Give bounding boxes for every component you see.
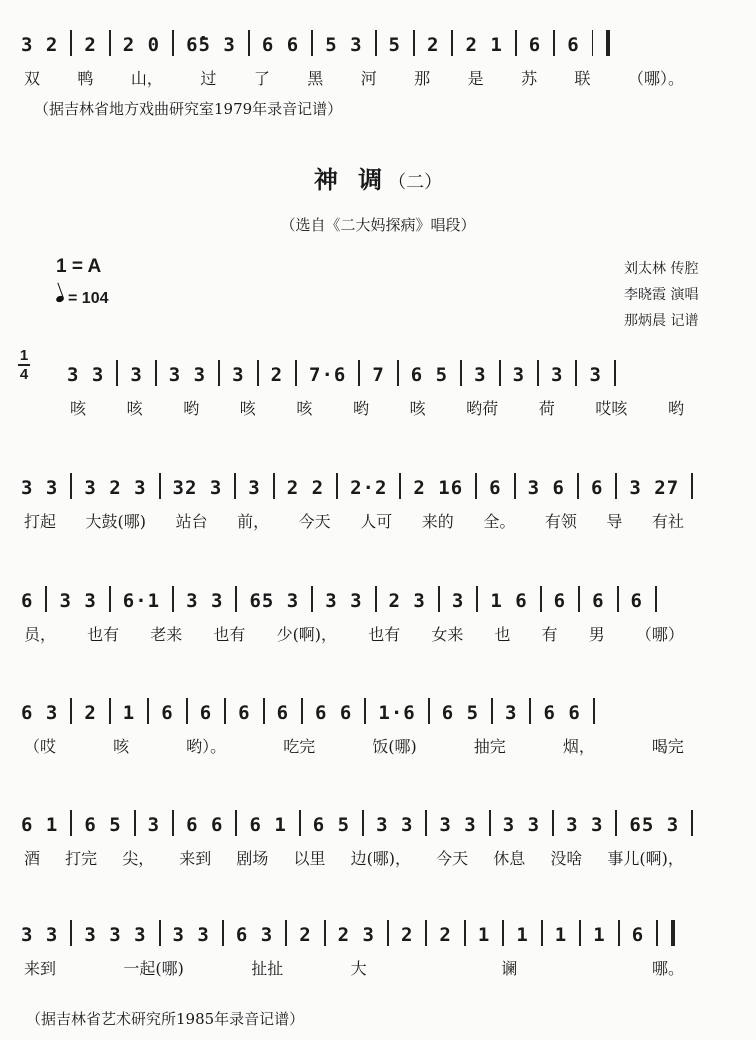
tempo-marking (56, 290, 108, 308)
lyric: 边(哪)， (350, 849, 412, 868)
note-group: 3 (130, 364, 143, 386)
barline (387, 920, 389, 946)
note-group: 6 (590, 477, 604, 499)
lyric: 咳 (239, 399, 256, 418)
barline (235, 586, 237, 612)
note-group: 6̂5 3 (186, 34, 236, 56)
notes-line (18, 22, 744, 56)
lyric: 大 (350, 959, 367, 978)
page-title (0, 160, 756, 195)
note-group: 3 (147, 814, 161, 836)
lyric: 苏 (521, 69, 538, 88)
barline (618, 920, 620, 946)
barline (397, 360, 399, 386)
note-group: 3 2 3 (84, 477, 147, 499)
note-group: 2 16 (413, 477, 464, 499)
note-group: 6 6 (261, 34, 300, 56)
note-group: 3 3 (186, 590, 224, 612)
note-group: 1 (122, 702, 136, 724)
lyric: （哪） (635, 625, 684, 644)
notes-line (18, 465, 744, 499)
lyric-line (18, 846, 744, 870)
lyric: 站台 (175, 512, 208, 531)
barline (70, 920, 72, 946)
key-signature: 1 = A (56, 256, 102, 277)
note-group: 1·6 (378, 702, 416, 724)
barline (476, 586, 478, 612)
tempo-value: = 104 (68, 290, 109, 307)
barline (375, 30, 377, 56)
note-group: 6 3 (235, 924, 274, 946)
barline (537, 360, 539, 386)
barline (172, 586, 174, 612)
top-fragment-system (18, 22, 744, 100)
lyric: 扯扯 (251, 959, 284, 978)
note-group: 6 5 (84, 814, 122, 836)
lyric: 荷 (538, 399, 555, 418)
note-group: 1 (477, 924, 491, 946)
time-signature-bottom: 4 (19, 365, 29, 383)
barline (499, 360, 501, 386)
barline (222, 920, 224, 946)
barline (311, 30, 313, 56)
barline (425, 810, 427, 836)
notes-line (18, 802, 744, 836)
note-group: 3 (589, 364, 602, 386)
note-group: 3 3 (59, 590, 97, 612)
barline (614, 360, 616, 386)
lyric: 哟 (667, 399, 684, 418)
barline (428, 698, 430, 724)
barline (475, 473, 477, 499)
lyric: 吃完 (283, 737, 316, 756)
note-group: 6 5 (312, 814, 351, 836)
barline (413, 30, 415, 56)
barline (263, 698, 265, 724)
lyric: 那 (414, 69, 431, 88)
note-group: 2 0 (122, 34, 161, 56)
lyric: 黑 (307, 69, 324, 88)
barline (529, 698, 531, 724)
barline (399, 473, 401, 499)
barline (489, 810, 491, 836)
note-group: 3 (248, 477, 261, 499)
lyric: 有领 (544, 512, 577, 531)
note-group: 7 (372, 364, 385, 386)
note-group: 65 3 (249, 590, 300, 612)
note-group: 3 3 (21, 924, 59, 946)
barline (134, 810, 136, 836)
barline (451, 30, 453, 56)
barline (358, 360, 360, 386)
barline (655, 586, 657, 612)
barline (257, 360, 259, 386)
barline (514, 473, 516, 499)
barline (159, 920, 161, 946)
note-group: 1 (593, 924, 606, 946)
barline (615, 810, 617, 836)
note-group: 6 (199, 702, 213, 724)
title-main: 神 调 (313, 165, 389, 194)
note-group: 2 (426, 34, 440, 56)
barline (172, 810, 174, 836)
lyric: 少(啊)， (276, 625, 338, 644)
barline (552, 810, 554, 836)
note-group: 6 (631, 924, 645, 946)
lyric: （哪）。 (627, 69, 684, 88)
barline (593, 698, 595, 724)
lyric: 有社 (651, 512, 684, 531)
lyric: 今天 (298, 512, 331, 531)
lyric-line (18, 734, 744, 758)
note-group: 3 3 (67, 364, 105, 386)
quarter-note-icon (55, 295, 65, 303)
lyric: 酒 (24, 849, 41, 868)
final-barline (671, 920, 675, 946)
staff-system (18, 912, 744, 990)
lyric: 咳 (126, 399, 143, 418)
note-group: 6 3 (21, 702, 59, 724)
barline (575, 360, 577, 386)
piece-source: （选自《二大妈探病》唱段） (280, 216, 476, 234)
lyric: 也 (494, 625, 511, 644)
barline (295, 360, 297, 386)
lyric: 打起 (24, 512, 57, 531)
note-group: 6 (630, 590, 643, 612)
note-group: 6 (489, 477, 502, 499)
lyric: 全。 (483, 512, 516, 531)
lyric: 饭(哪) (372, 737, 417, 756)
note-group: 2 3 (337, 924, 375, 946)
time-signature (18, 348, 30, 382)
note-group: 6 6 (315, 702, 353, 724)
note-group: 2 (84, 702, 97, 724)
title-sub: （二） (388, 172, 443, 193)
note-group: 3 3 (566, 814, 604, 836)
final-barline (606, 30, 610, 56)
lyric: 山， (130, 69, 163, 88)
barline (116, 360, 118, 386)
lyric: 是 (467, 69, 484, 88)
lyric: 哟荷 (466, 399, 499, 418)
barline (540, 586, 542, 612)
lyric: 来的 (421, 512, 454, 531)
credit-line: 李晓霞 演唱 (624, 287, 699, 303)
lyric: 了 (253, 69, 270, 88)
lyric: 打完 (65, 849, 98, 868)
note-group: 6 5 (441, 702, 480, 724)
note-group: 3 (451, 590, 465, 612)
barline (172, 30, 174, 56)
note-group: 2 (400, 924, 414, 946)
barline (109, 586, 111, 612)
note-group: 6·1 (122, 590, 161, 612)
note-group: 6 (553, 590, 567, 612)
note-group: 6 (238, 702, 251, 724)
lyric: 河 (360, 69, 377, 88)
notes-line (64, 352, 744, 386)
barline (45, 586, 47, 612)
lyric: 哎咳 (595, 399, 628, 418)
barline (615, 473, 617, 499)
lyric: 也有 (87, 625, 120, 644)
barline (502, 920, 504, 946)
barline (70, 698, 72, 724)
barline (425, 920, 427, 946)
note-group: 6 1 (21, 814, 59, 836)
lyric: 剧场 (236, 849, 269, 868)
note-group: 3 3 (325, 590, 363, 612)
note-group: 2 (270, 364, 284, 386)
lyric: 双 (24, 69, 41, 88)
lyric-line (18, 509, 744, 533)
note-group: 2 (439, 924, 452, 946)
note-group: 6 6 (186, 814, 224, 836)
lyric: 老来 (150, 625, 183, 644)
staff-system (64, 352, 744, 430)
lyric: （哎 (24, 737, 57, 756)
barline (224, 698, 226, 724)
lyric-line (64, 396, 744, 420)
barline (592, 30, 594, 56)
note-group: 6 (528, 34, 542, 56)
barline (147, 698, 149, 724)
lyric: 一起(哪) (123, 959, 184, 978)
lyric: 喝完 (651, 737, 684, 756)
note-group: 5 (388, 34, 401, 56)
barline (464, 920, 466, 946)
note-group: 1 (516, 924, 529, 946)
lyric: 抽完 (473, 737, 506, 756)
barline (235, 810, 237, 836)
barline (234, 473, 236, 499)
barline (541, 920, 543, 946)
note-group: 3 3 (376, 814, 414, 836)
notes-line (18, 690, 744, 724)
lyric: 也有 (368, 625, 401, 644)
note-group: 3 3 3 (84, 924, 147, 946)
barline (460, 360, 462, 386)
barline (70, 473, 72, 499)
note-group: 6 (592, 590, 605, 612)
time-signature-top: 1 (19, 347, 29, 364)
lyric: 以里 (293, 849, 326, 868)
lyric: 人可 (360, 512, 393, 531)
barline (186, 698, 188, 724)
barline (515, 30, 517, 56)
lyric: 来到 (179, 849, 212, 868)
note-group: 2 3 (388, 590, 426, 612)
note-group: 3 (551, 364, 564, 386)
barline (324, 920, 326, 946)
note-group: 6 6 (543, 702, 581, 724)
barline (301, 698, 303, 724)
lyric: 男 (588, 625, 605, 644)
lyric: 烟， (562, 737, 595, 756)
lyric: 尖， (122, 849, 155, 868)
lyric: 大鼓(哪) (85, 512, 147, 531)
lyric: 哟 (352, 399, 369, 418)
note-group: 6 (567, 34, 580, 56)
lyric: 有 (541, 625, 558, 644)
note-group: 2 (299, 924, 312, 946)
lyric: 来到 (24, 959, 57, 978)
note-group: 6 1 (249, 814, 287, 836)
barline (70, 30, 72, 56)
lyric: 女来 (431, 625, 464, 644)
credits (624, 256, 734, 334)
barline (218, 360, 220, 386)
lyric-line (18, 66, 744, 90)
barline (438, 586, 440, 612)
barline (248, 30, 250, 56)
barline (691, 810, 693, 836)
barline (375, 586, 377, 612)
barline (364, 698, 366, 724)
lyric: 没啥 (550, 849, 583, 868)
barline (109, 698, 111, 724)
barline (617, 586, 619, 612)
lyric: 哪。 (651, 959, 684, 978)
barline (299, 810, 301, 836)
note-group: 3 (505, 702, 518, 724)
note-group: 6 (276, 702, 290, 724)
barline (159, 473, 161, 499)
lyric: 哟 (183, 399, 200, 418)
credit-line: 刘太林 传腔 (624, 261, 699, 277)
barline (273, 473, 275, 499)
lyric-line (18, 622, 744, 646)
lyric: 谰 (501, 959, 518, 978)
note-group: 5 3 (325, 34, 363, 56)
notes-line (18, 578, 744, 612)
note-group: 3 (512, 364, 526, 386)
barline (336, 473, 338, 499)
note-group: 3 2 (21, 34, 59, 56)
barline (656, 920, 658, 946)
barline (579, 920, 581, 946)
notes-line (18, 912, 744, 946)
lyric: 休息 (493, 849, 526, 868)
lyric: 咳 (296, 399, 313, 418)
note-group: 2 1 (465, 34, 503, 56)
lyric: 前， (237, 512, 270, 531)
note-group: 1 (554, 924, 568, 946)
lyric: 咳 (113, 737, 130, 756)
note-group: 6 5 (410, 364, 449, 386)
note-group: 2·2 (350, 477, 388, 499)
note-group: 3 3 (168, 364, 207, 386)
note-group: 2 (84, 34, 97, 56)
barline (691, 473, 693, 499)
barline (362, 810, 364, 836)
note-group: 7·6 (309, 364, 347, 386)
footer-note: （据吉林省艺术研究所1985年录音记谱） (26, 1010, 305, 1028)
note-group: 3 (232, 364, 245, 386)
note-group: 3 3 (172, 924, 210, 946)
note-group: 3 27 (629, 477, 680, 499)
lyric: 导 (606, 512, 623, 531)
barline (553, 30, 555, 56)
staff-system (18, 690, 744, 768)
note-group: 3 (474, 364, 487, 386)
lyric: 鸭 (77, 69, 94, 88)
lyric: 联 (574, 69, 591, 88)
barline (155, 360, 157, 386)
staff-system (18, 578, 744, 656)
note-group: 2 2 (286, 477, 325, 499)
note-group: 65 3 (629, 814, 680, 836)
note-group: 3 3 (502, 814, 541, 836)
note-group: 32 3 (172, 477, 223, 499)
barline (285, 920, 287, 946)
lyric: 今天 (436, 849, 469, 868)
lyric: 也有 (213, 625, 246, 644)
note-group: 6 (21, 590, 34, 612)
lyric: 咳 (409, 399, 426, 418)
lyric: 咳 (70, 399, 87, 418)
note-group: 1 6 (490, 590, 528, 612)
staff-system (18, 802, 744, 880)
barline (577, 473, 579, 499)
lyric: 过 (200, 69, 217, 88)
staff-system (18, 465, 744, 543)
lyric: 哟）。 (186, 737, 227, 756)
lyric-line (18, 956, 744, 980)
credit-line: 那炳晨 记谱 (624, 313, 699, 329)
note-group: 3 3 (439, 814, 477, 836)
lyric: 员， (24, 625, 57, 644)
barline (491, 698, 493, 724)
lyric: 事儿(啊)， (607, 849, 684, 868)
note-group: 3 6 (527, 477, 565, 499)
note-group: 6 (161, 702, 174, 724)
barline (70, 810, 72, 836)
note-group: 3 3 (21, 477, 59, 499)
source-note: （据吉林省地方戏曲研究室1979年录音记谱） (34, 100, 343, 118)
barline (311, 586, 313, 612)
barline (109, 30, 111, 56)
barline (578, 586, 580, 612)
